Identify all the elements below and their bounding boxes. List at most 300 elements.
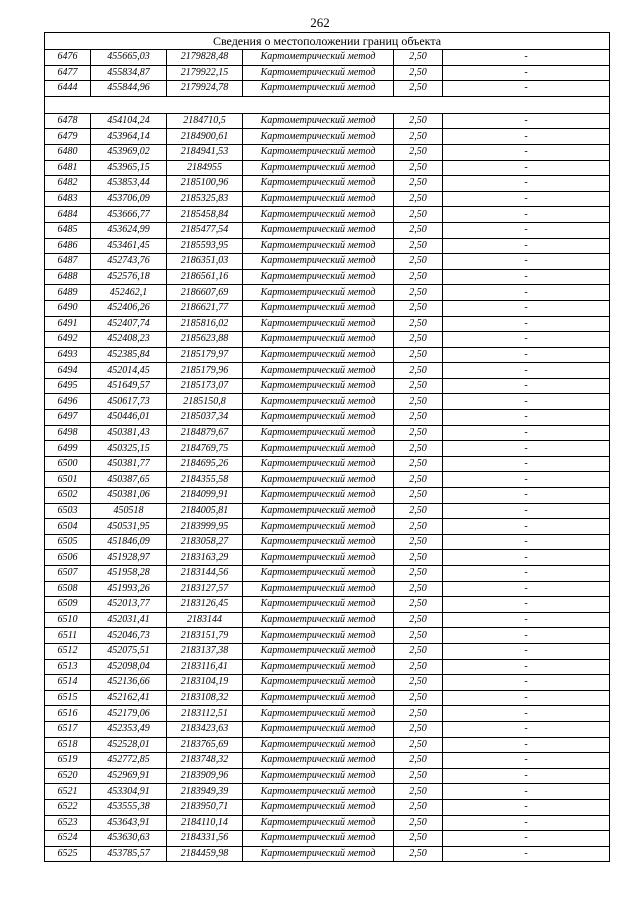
method-cell: Картометрический метод [243, 347, 394, 363]
accuracy-cell: 2,50 [394, 799, 443, 815]
point-number-cell: 6521 [45, 784, 91, 800]
point-number-cell: 6506 [45, 550, 91, 566]
point-number-cell: 6481 [45, 160, 91, 176]
method-cell: Картометрический метод [243, 581, 394, 597]
y-coordinate-cell: 2185593,95 [167, 238, 243, 254]
y-coordinate-cell: 2185477,54 [167, 222, 243, 238]
method-cell: Картометрический метод [243, 690, 394, 706]
method-cell: Картометрический метод [243, 238, 394, 254]
description-cell: - [443, 300, 610, 316]
point-number-cell: 6514 [45, 675, 91, 691]
table-row [45, 65, 610, 81]
x-coordinate-cell: 451958,28 [91, 566, 167, 582]
y-coordinate-cell: 2184695,26 [167, 456, 243, 472]
table-row [45, 300, 610, 316]
accuracy-cell: 2,50 [394, 566, 443, 582]
table-row [45, 643, 610, 659]
x-coordinate-cell: 450381,77 [91, 456, 167, 472]
x-coordinate-cell: 452385,84 [91, 347, 167, 363]
method-cell: Картометрический метод [243, 612, 394, 628]
method-cell: Картометрический метод [243, 254, 394, 270]
x-coordinate-cell: 453785,57 [91, 846, 167, 862]
y-coordinate-cell: 2184900,61 [167, 129, 243, 145]
y-coordinate-cell: 2184099,91 [167, 488, 243, 504]
point-number-cell: 6478 [45, 113, 91, 129]
y-coordinate-cell: 2183765,69 [167, 737, 243, 753]
table-row [45, 519, 610, 535]
x-coordinate-cell: 450518 [91, 503, 167, 519]
accuracy-cell: 2,50 [394, 425, 443, 441]
point-number-cell: 6519 [45, 753, 91, 769]
description-cell: - [443, 690, 610, 706]
description-cell: - [443, 706, 610, 722]
description-cell: - [443, 831, 610, 847]
boundary-table [44, 32, 610, 862]
accuracy-cell: 2,50 [394, 269, 443, 285]
description-cell: - [443, 363, 610, 379]
point-number-cell: 6488 [45, 269, 91, 285]
table-row [45, 706, 610, 722]
accuracy-cell: 2,50 [394, 721, 443, 737]
x-coordinate-cell: 451993,26 [91, 581, 167, 597]
method-cell: Картометрический метод [243, 269, 394, 285]
point-number-cell: 6516 [45, 706, 91, 722]
accuracy-cell: 2,50 [394, 50, 443, 66]
y-coordinate-cell: 2184459,98 [167, 846, 243, 862]
x-coordinate-cell: 453461,45 [91, 238, 167, 254]
point-number-cell: 6492 [45, 332, 91, 348]
x-coordinate-cell: 452743,76 [91, 254, 167, 270]
method-cell: Картометрический метод [243, 113, 394, 129]
y-coordinate-cell: 2183108,32 [167, 690, 243, 706]
method-cell: Картометрический метод [243, 706, 394, 722]
table-title-row [45, 33, 610, 50]
point-number-cell: 6476 [45, 50, 91, 66]
description-cell: - [443, 643, 610, 659]
accuracy-cell: 2,50 [394, 160, 443, 176]
y-coordinate-cell: 2179922,15 [167, 65, 243, 81]
accuracy-cell: 2,50 [394, 503, 443, 519]
table-row [45, 425, 610, 441]
description-cell: - [443, 737, 610, 753]
table-row [45, 238, 610, 254]
point-number-cell: 6501 [45, 472, 91, 488]
method-cell: Картометрический метод [243, 207, 394, 223]
accuracy-cell: 2,50 [394, 768, 443, 784]
accuracy-cell: 2,50 [394, 285, 443, 301]
y-coordinate-cell: 2183163,29 [167, 550, 243, 566]
accuracy-cell: 2,50 [394, 488, 443, 504]
method-cell: Картометрический метод [243, 222, 394, 238]
table-row [45, 332, 610, 348]
accuracy-cell: 2,50 [394, 332, 443, 348]
accuracy-cell: 2,50 [394, 659, 443, 675]
table-row [45, 799, 610, 815]
table-row [45, 160, 610, 176]
accuracy-cell: 2,50 [394, 254, 443, 270]
description-cell: - [443, 144, 610, 160]
x-coordinate-cell: 452075,51 [91, 643, 167, 659]
y-coordinate-cell: 2183144,56 [167, 566, 243, 582]
y-coordinate-cell: 2183104,19 [167, 675, 243, 691]
point-number-cell: 6498 [45, 425, 91, 441]
y-coordinate-cell: 2184005,81 [167, 503, 243, 519]
point-number-cell: 6507 [45, 566, 91, 582]
point-number-cell: 6523 [45, 815, 91, 831]
description-cell: - [443, 846, 610, 862]
description-cell: - [443, 160, 610, 176]
table-row [45, 316, 610, 332]
accuracy-cell: 2,50 [394, 410, 443, 426]
table-row [45, 456, 610, 472]
x-coordinate-cell: 451928,97 [91, 550, 167, 566]
x-coordinate-cell: 452528,01 [91, 737, 167, 753]
description-cell: - [443, 425, 610, 441]
x-coordinate-cell: 453964,14 [91, 129, 167, 145]
table-row [45, 113, 610, 129]
description-cell: - [443, 441, 610, 457]
description-cell: - [443, 191, 610, 207]
point-number-cell: 6494 [45, 363, 91, 379]
point-number-cell: 6480 [45, 144, 91, 160]
table-row [45, 254, 610, 270]
point-number-cell: 6499 [45, 441, 91, 457]
y-coordinate-cell: 2185458,84 [167, 207, 243, 223]
point-number-cell: 6518 [45, 737, 91, 753]
description-cell: - [443, 519, 610, 535]
table-row [45, 690, 610, 706]
point-number-cell: 6489 [45, 285, 91, 301]
x-coordinate-cell: 453666,77 [91, 207, 167, 223]
description-cell: - [443, 534, 610, 550]
y-coordinate-cell: 2186621,77 [167, 300, 243, 316]
accuracy-cell: 2,50 [394, 207, 443, 223]
accuracy-cell: 2,50 [394, 846, 443, 862]
table-row [45, 144, 610, 160]
x-coordinate-cell: 451649,57 [91, 378, 167, 394]
point-number-cell: 6479 [45, 129, 91, 145]
x-coordinate-cell: 452162,41 [91, 690, 167, 706]
accuracy-cell: 2,50 [394, 550, 443, 566]
method-cell: Картометрический метод [243, 831, 394, 847]
point-number-cell: 6487 [45, 254, 91, 270]
point-number-cell: 6444 [45, 81, 91, 97]
method-cell: Картометрический метод [243, 65, 394, 81]
description-cell: - [443, 269, 610, 285]
y-coordinate-cell: 2184110,14 [167, 815, 243, 831]
description-cell: - [443, 65, 610, 81]
table-row [45, 222, 610, 238]
point-number-cell: 6503 [45, 503, 91, 519]
x-coordinate-cell: 452576,18 [91, 269, 167, 285]
x-coordinate-cell: 452406,26 [91, 300, 167, 316]
accuracy-cell: 2,50 [394, 519, 443, 535]
method-cell: Картометрический метод [243, 456, 394, 472]
description-cell: - [443, 456, 610, 472]
method-cell: Картометрический метод [243, 815, 394, 831]
method-cell: Картометрический метод [243, 129, 394, 145]
description-cell: - [443, 550, 610, 566]
x-coordinate-cell: 453965,15 [91, 160, 167, 176]
table-row [45, 410, 610, 426]
y-coordinate-cell: 2183950,71 [167, 799, 243, 815]
y-coordinate-cell: 2183058,27 [167, 534, 243, 550]
method-cell: Картометрический метод [243, 597, 394, 613]
y-coordinate-cell: 2183127,57 [167, 581, 243, 597]
y-coordinate-cell: 2185173,07 [167, 378, 243, 394]
point-number-cell: 6505 [45, 534, 91, 550]
description-cell: - [443, 581, 610, 597]
accuracy-cell: 2,50 [394, 363, 443, 379]
x-coordinate-cell: 453706,09 [91, 191, 167, 207]
method-cell: Картометрический метод [243, 628, 394, 644]
point-number-cell: 6511 [45, 628, 91, 644]
method-cell: Картометрический метод [243, 441, 394, 457]
table-row [45, 285, 610, 301]
method-cell: Картометрический метод [243, 332, 394, 348]
table-row [45, 50, 610, 66]
point-number-cell: 6500 [45, 456, 91, 472]
table-row [45, 191, 610, 207]
accuracy-cell: 2,50 [394, 753, 443, 769]
y-coordinate-cell: 2184769,75 [167, 441, 243, 457]
accuracy-cell: 2,50 [394, 472, 443, 488]
method-cell: Картометрический метод [243, 643, 394, 659]
point-number-cell: 6508 [45, 581, 91, 597]
description-cell: - [443, 113, 610, 129]
method-cell: Картометрический метод [243, 753, 394, 769]
y-coordinate-cell: 2183151,79 [167, 628, 243, 644]
x-coordinate-cell: 450381,43 [91, 425, 167, 441]
point-number-cell: 6497 [45, 410, 91, 426]
description-cell: - [443, 222, 610, 238]
x-coordinate-cell: 452353,49 [91, 721, 167, 737]
accuracy-cell: 2,50 [394, 394, 443, 410]
y-coordinate-cell: 2186351,03 [167, 254, 243, 270]
table-row [45, 581, 610, 597]
description-cell: - [443, 285, 610, 301]
method-cell: Картометрический метод [243, 425, 394, 441]
y-coordinate-cell: 2184955 [167, 160, 243, 176]
method-cell: Картометрический метод [243, 144, 394, 160]
y-coordinate-cell: 2186607,69 [167, 285, 243, 301]
method-cell: Картометрический метод [243, 550, 394, 566]
x-coordinate-cell: 452407,74 [91, 316, 167, 332]
description-cell: - [443, 675, 610, 691]
y-coordinate-cell: 2183116,41 [167, 659, 243, 675]
x-coordinate-cell: 452031,41 [91, 612, 167, 628]
point-number-cell: 6493 [45, 347, 91, 363]
description-cell: - [443, 659, 610, 675]
accuracy-cell: 2,50 [394, 628, 443, 644]
x-coordinate-cell: 453624,99 [91, 222, 167, 238]
y-coordinate-cell: 2184879,67 [167, 425, 243, 441]
table-row [45, 269, 610, 285]
description-cell: - [443, 612, 610, 628]
accuracy-cell: 2,50 [394, 690, 443, 706]
x-coordinate-cell: 453969,02 [91, 144, 167, 160]
method-cell: Картометрический метод [243, 363, 394, 379]
accuracy-cell: 2,50 [394, 784, 443, 800]
description-cell: - [443, 176, 610, 192]
y-coordinate-cell: 2184355,58 [167, 472, 243, 488]
description-cell: - [443, 207, 610, 223]
description-cell: - [443, 81, 610, 97]
x-coordinate-cell: 453304,91 [91, 784, 167, 800]
table-row [45, 768, 610, 784]
x-coordinate-cell: 452014,45 [91, 363, 167, 379]
y-coordinate-cell: 2185816,02 [167, 316, 243, 332]
x-coordinate-cell: 452772,85 [91, 753, 167, 769]
point-number-cell: 6477 [45, 65, 91, 81]
point-number-cell: 6524 [45, 831, 91, 847]
method-cell: Картометрический метод [243, 160, 394, 176]
method-cell: Картометрический метод [243, 659, 394, 675]
table-row [45, 628, 610, 644]
table-row [45, 597, 610, 613]
table-row [45, 129, 610, 145]
y-coordinate-cell: 2183949,39 [167, 784, 243, 800]
x-coordinate-cell: 453853,44 [91, 176, 167, 192]
y-coordinate-cell: 2185037,34 [167, 410, 243, 426]
y-coordinate-cell: 2184331,56 [167, 831, 243, 847]
x-coordinate-cell: 452013,77 [91, 597, 167, 613]
method-cell: Картометрический метод [243, 300, 394, 316]
blank-cell [45, 96, 610, 113]
point-number-cell: 6496 [45, 394, 91, 410]
y-coordinate-cell: 2179924,78 [167, 81, 243, 97]
accuracy-cell: 2,50 [394, 81, 443, 97]
x-coordinate-cell: 453630,63 [91, 831, 167, 847]
y-coordinate-cell: 2183999,95 [167, 519, 243, 535]
x-coordinate-cell: 452408,23 [91, 332, 167, 348]
method-cell: Картометрический метод [243, 503, 394, 519]
point-number-cell: 6491 [45, 316, 91, 332]
accuracy-cell: 2,50 [394, 597, 443, 613]
description-cell: - [443, 768, 610, 784]
point-number-cell: 6502 [45, 488, 91, 504]
table-row [45, 534, 610, 550]
y-coordinate-cell: 2183423,63 [167, 721, 243, 737]
table-row [45, 81, 610, 97]
accuracy-cell: 2,50 [394, 706, 443, 722]
point-number-cell: 6504 [45, 519, 91, 535]
method-cell: Картометрический метод [243, 566, 394, 582]
method-cell: Картометрический метод [243, 410, 394, 426]
method-cell: Картометрический метод [243, 721, 394, 737]
y-coordinate-cell: 2183909,96 [167, 768, 243, 784]
table-row [45, 846, 610, 862]
y-coordinate-cell: 2183144 [167, 612, 243, 628]
description-cell: - [443, 347, 610, 363]
table-row [45, 363, 610, 379]
description-cell: - [443, 799, 610, 815]
method-cell: Картометрический метод [243, 846, 394, 862]
accuracy-cell: 2,50 [394, 737, 443, 753]
method-cell: Картометрический метод [243, 768, 394, 784]
method-cell: Картометрический метод [243, 316, 394, 332]
table-row [45, 675, 610, 691]
method-cell: Картометрический метод [243, 534, 394, 550]
accuracy-cell: 2,50 [394, 456, 443, 472]
table-row [45, 753, 610, 769]
method-cell: Картометрический метод [243, 675, 394, 691]
method-cell: Картометрический метод [243, 285, 394, 301]
description-cell: - [443, 784, 610, 800]
x-coordinate-cell: 450325,15 [91, 441, 167, 457]
y-coordinate-cell: 2183137,38 [167, 643, 243, 659]
description-cell: - [443, 254, 610, 270]
x-coordinate-cell: 452969,91 [91, 768, 167, 784]
method-cell: Картометрический метод [243, 784, 394, 800]
point-number-cell: 6485 [45, 222, 91, 238]
method-cell: Картометрический метод [243, 394, 394, 410]
accuracy-cell: 2,50 [394, 113, 443, 129]
accuracy-cell: 2,50 [394, 65, 443, 81]
x-coordinate-cell: 453643,91 [91, 815, 167, 831]
description-cell: - [443, 472, 610, 488]
x-coordinate-cell: 451846,09 [91, 534, 167, 550]
x-coordinate-cell: 450531,95 [91, 519, 167, 535]
accuracy-cell: 2,50 [394, 831, 443, 847]
point-number-cell: 6486 [45, 238, 91, 254]
point-number-cell: 6515 [45, 690, 91, 706]
description-cell: - [443, 332, 610, 348]
y-coordinate-cell: 2184710,5 [167, 113, 243, 129]
description-cell: - [443, 503, 610, 519]
table-row [45, 659, 610, 675]
point-number-cell: 6513 [45, 659, 91, 675]
table-row [45, 472, 610, 488]
x-coordinate-cell: 450446,01 [91, 410, 167, 426]
point-number-cell: 6509 [45, 597, 91, 613]
y-coordinate-cell: 2185100,96 [167, 176, 243, 192]
x-coordinate-cell: 452179,06 [91, 706, 167, 722]
x-coordinate-cell: 450617,73 [91, 394, 167, 410]
method-cell: Картометрический метод [243, 378, 394, 394]
table-row [45, 394, 610, 410]
x-coordinate-cell: 454104,24 [91, 113, 167, 129]
table-row [45, 503, 610, 519]
table-row [45, 488, 610, 504]
page-number: 262 [310, 15, 330, 30]
y-coordinate-cell: 2185179,97 [167, 347, 243, 363]
accuracy-cell: 2,50 [394, 441, 443, 457]
table-row [45, 566, 610, 582]
point-number-cell: 6525 [45, 846, 91, 862]
method-cell: Картометрический метод [243, 191, 394, 207]
point-number-cell: 6510 [45, 612, 91, 628]
y-coordinate-cell: 2185623,88 [167, 332, 243, 348]
method-cell: Картометрический метод [243, 488, 394, 504]
x-coordinate-cell: 452046,73 [91, 628, 167, 644]
description-cell: - [443, 410, 610, 426]
y-coordinate-cell: 2185179,96 [167, 363, 243, 379]
accuracy-cell: 2,50 [394, 316, 443, 332]
x-coordinate-cell: 455844,96 [91, 81, 167, 97]
description-cell: - [443, 628, 610, 644]
method-cell: Картометрический метод [243, 519, 394, 535]
table-row [45, 378, 610, 394]
table-row [45, 207, 610, 223]
method-cell: Картометрический метод [243, 472, 394, 488]
blank-separator-row [45, 96, 610, 113]
accuracy-cell: 2,50 [394, 238, 443, 254]
accuracy-cell: 2,50 [394, 300, 443, 316]
description-cell: - [443, 488, 610, 504]
x-coordinate-cell: 452136,66 [91, 675, 167, 691]
accuracy-cell: 2,50 [394, 129, 443, 145]
